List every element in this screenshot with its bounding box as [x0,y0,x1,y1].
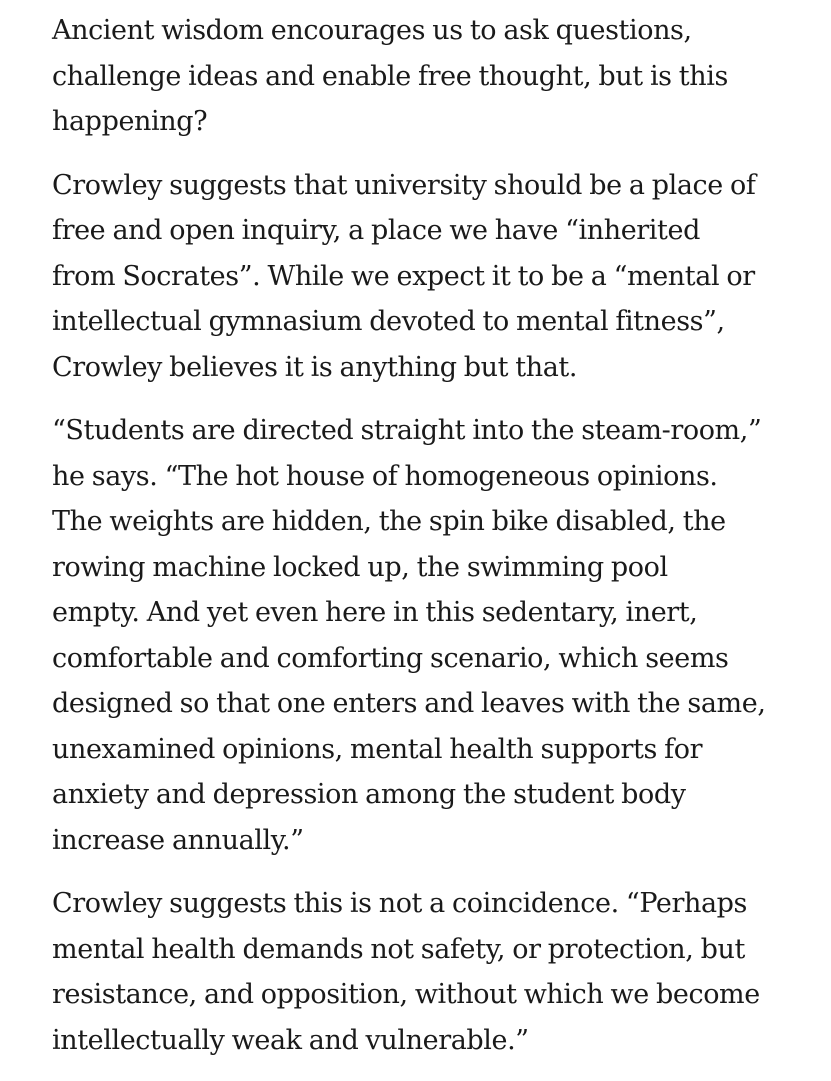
text-line: challenge ideas and enable free thought, but is this [52,60,728,92]
text-line: empty. And yet even here in this sedentary, inert, [52,597,698,628]
paragraph-not-coincidence [52,881,767,1063]
text-line: intellectual gymnasium devoted to mental fitness”, [52,306,725,337]
text-line: free and open inquiry, a place we have “inherited [52,215,700,246]
text-line: increase annually.” [52,824,304,856]
paragraph-steam-room-quote [52,408,767,863]
text-line: from Socrates”. While we expect it to be a “mental or [52,260,755,292]
text-line: rowing machine locked up, the swimming pool [52,551,668,583]
paragraph-crowley-university [52,163,767,391]
text-line: “Students are directed straight into the steam-room,” [52,415,762,446]
text-line: anxiety and depression among the student body [52,779,686,810]
article-body [52,8,767,1081]
text-line: he says. “The hot house of homogeneous opinions. [52,460,718,492]
paragraph-ancient-wisdom [52,8,767,145]
text-line: mental health demands not safety, or protection, but [52,933,745,965]
text-line: Crowley suggests this is not a coincidence. “Perhaps [52,888,748,919]
text-line: comfortable and comforting scenario, which seems [52,642,729,674]
text-line: intellectually weak and vulnerable.” [52,1024,529,1056]
text-line: Ancient wisdom encourages us to ask questions, [52,15,692,46]
text-line: resistance, and opposition, without which we become [52,979,760,1010]
text-line: happening? [52,106,208,137]
text-line: Crowley believes it is anything but that. [52,351,578,383]
text-line: designed so that one enters and leaves with the same, [52,688,766,719]
text-line: Crowley suggests that university should be a place of [52,169,756,201]
text-line: unexamined opinions, mental health supports for [52,733,703,765]
text-line: The weights are hidden, the spin bike disabled, the [52,506,726,537]
